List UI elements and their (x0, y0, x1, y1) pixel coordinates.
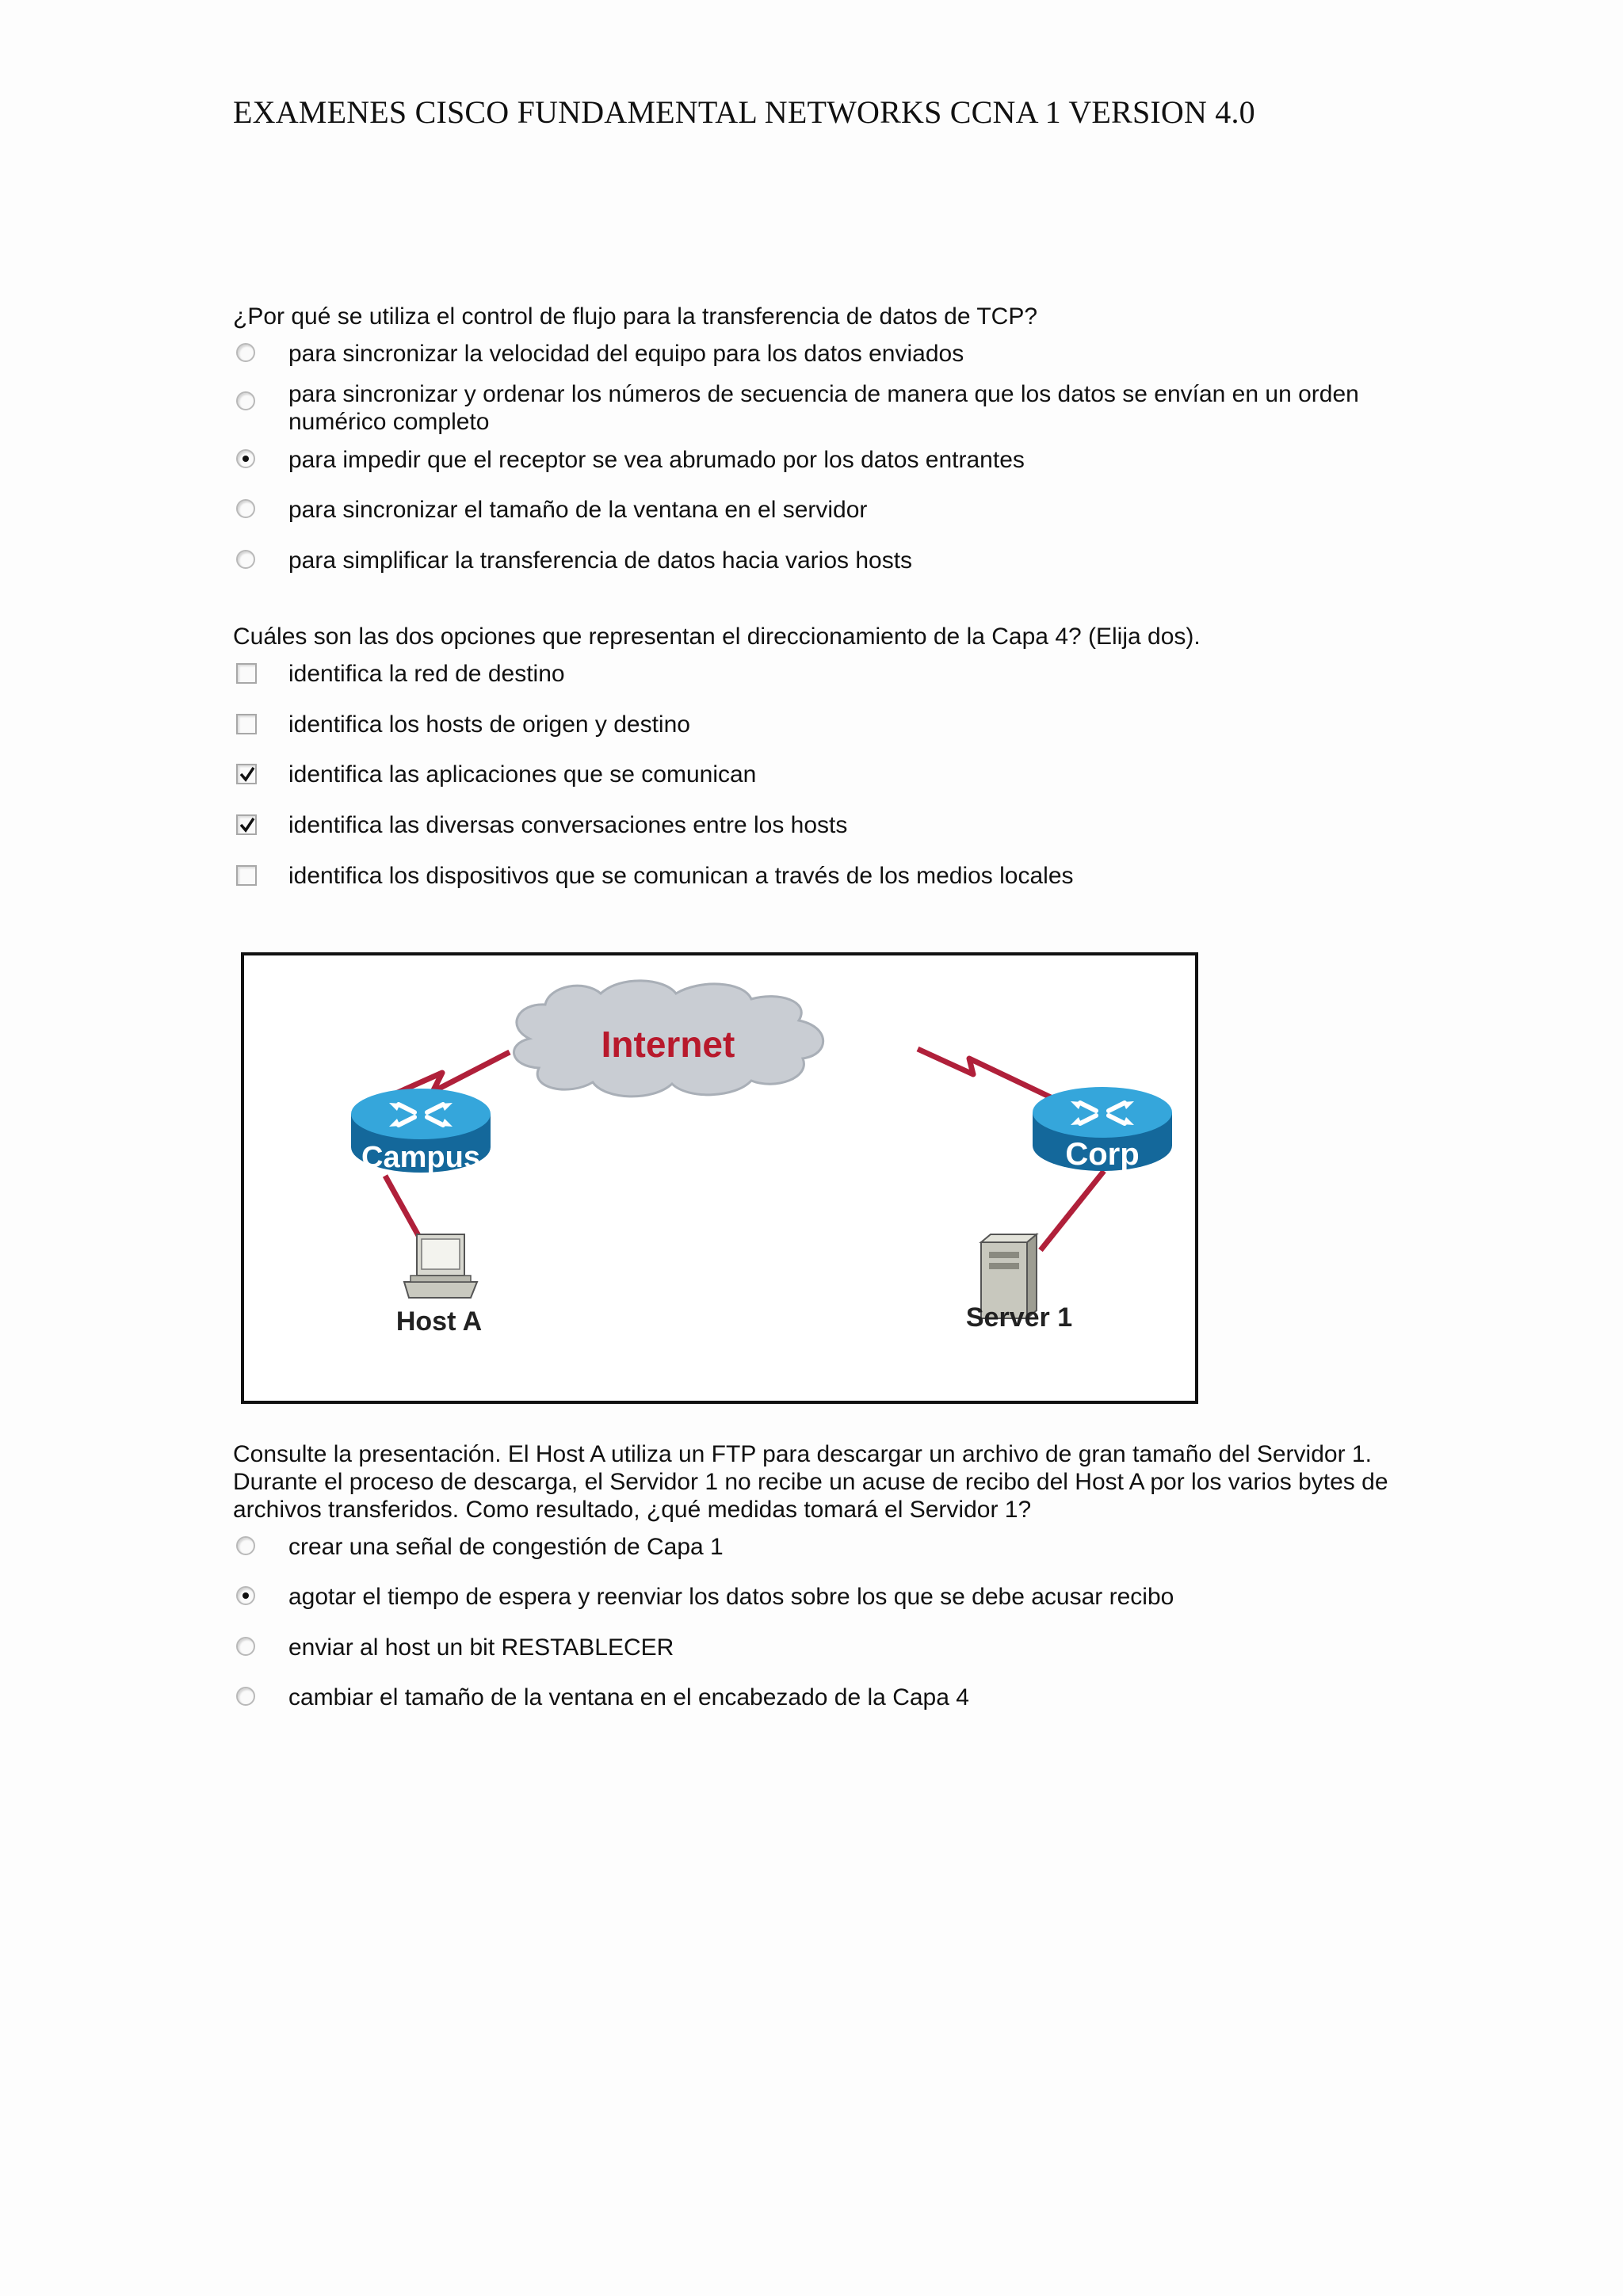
radio-button[interactable] (236, 1637, 255, 1656)
option-label: identifica las aplicaciones que se comunican (288, 761, 757, 788)
topology-diagram (244, 955, 1195, 1401)
option-label: para impedir que el receptor se vea abrumado por los datos entrantes (288, 447, 1025, 473)
option-label: crear una señal de congestión de Capa 1 (288, 1534, 724, 1560)
document-title: EXAMENES CISCO FUNDAMENTAL NETWORKS CCNA 1 VERSION 4.0 (233, 94, 1255, 130)
network-topology-figure (241, 952, 1198, 1404)
radio-button[interactable] (236, 1687, 255, 1706)
radio-button[interactable] (236, 499, 255, 518)
option-label: identifica la red de destino (288, 661, 565, 687)
router-campus-label: Campus (361, 1141, 480, 1174)
question-2-text: Cuáles son las dos opciones que representan el direccionamiento de la Capa 4? (Elija dos). (233, 624, 1201, 650)
option-label: cambiar el tamaño de la ventana en el encabezado de la Capa 4 (288, 1684, 969, 1711)
checkbox-checked[interactable] (236, 764, 257, 784)
question-3-text: Consulte la presentación. El Host A utiliza un FTP para descargar un archivo de gran tamaño del Servidor 1. Durante el proceso de descarga, el Servidor 1 no recibe un acuse de recibo del Host A por los varios bytes de archivos transferidos. Como resultado, ¿qué medidas tomará el Servidor 1? (233, 1441, 1388, 1523)
server-label: Server 1 (965, 1302, 1073, 1333)
option-label: identifica los dispositivos que se comunican a través de los medios locales (288, 863, 1074, 889)
option-label: para sincronizar y ordenar los números de secuencia de manera que los datos se envían en un orden numérico completo (288, 381, 1359, 435)
radio-button[interactable] (236, 343, 255, 362)
question-1-text: ¿Por qué se utiliza el control de flujo para la transferencia de datos de TCP? (233, 303, 1038, 330)
radio-button[interactable] (236, 391, 255, 410)
link-corp-server (1041, 1171, 1104, 1250)
option-label: identifica los hosts de origen y destino (288, 711, 690, 738)
radio-button[interactable] (236, 1536, 255, 1555)
option-label: para simplificar la transferencia de datos hacia varios hosts (288, 547, 913, 574)
option-label: para sincronizar la velocidad del equipo para los datos enviados (288, 341, 964, 367)
checkbox-checked[interactable] (236, 814, 257, 835)
computer-icon (404, 1234, 477, 1298)
radio-button-selected[interactable] (236, 449, 255, 468)
checkbox[interactable] (236, 714, 257, 734)
option-label: para sincronizar el tamaño de la ventana en el servidor (288, 497, 868, 523)
host-label: Host A (395, 1306, 483, 1337)
checkmark-icon (239, 816, 255, 833)
checkbox[interactable] (236, 865, 257, 886)
option-label: identifica las diversas conversaciones entre los hosts (288, 812, 848, 838)
link-internet-corp (918, 1049, 1052, 1098)
cloud-label: Internet (601, 1024, 735, 1065)
radio-button[interactable] (236, 550, 255, 569)
option-label: agotar el tiempo de espera y reenviar los datos sobre los que se debe acusar recibo (288, 1584, 1174, 1610)
checkbox[interactable] (236, 663, 257, 684)
radio-button-selected[interactable] (236, 1586, 255, 1605)
router-corp-label: Corp (1065, 1137, 1140, 1172)
checkmark-icon (239, 765, 255, 783)
option-label: enviar al host un bit RESTABLECER (288, 1634, 674, 1661)
